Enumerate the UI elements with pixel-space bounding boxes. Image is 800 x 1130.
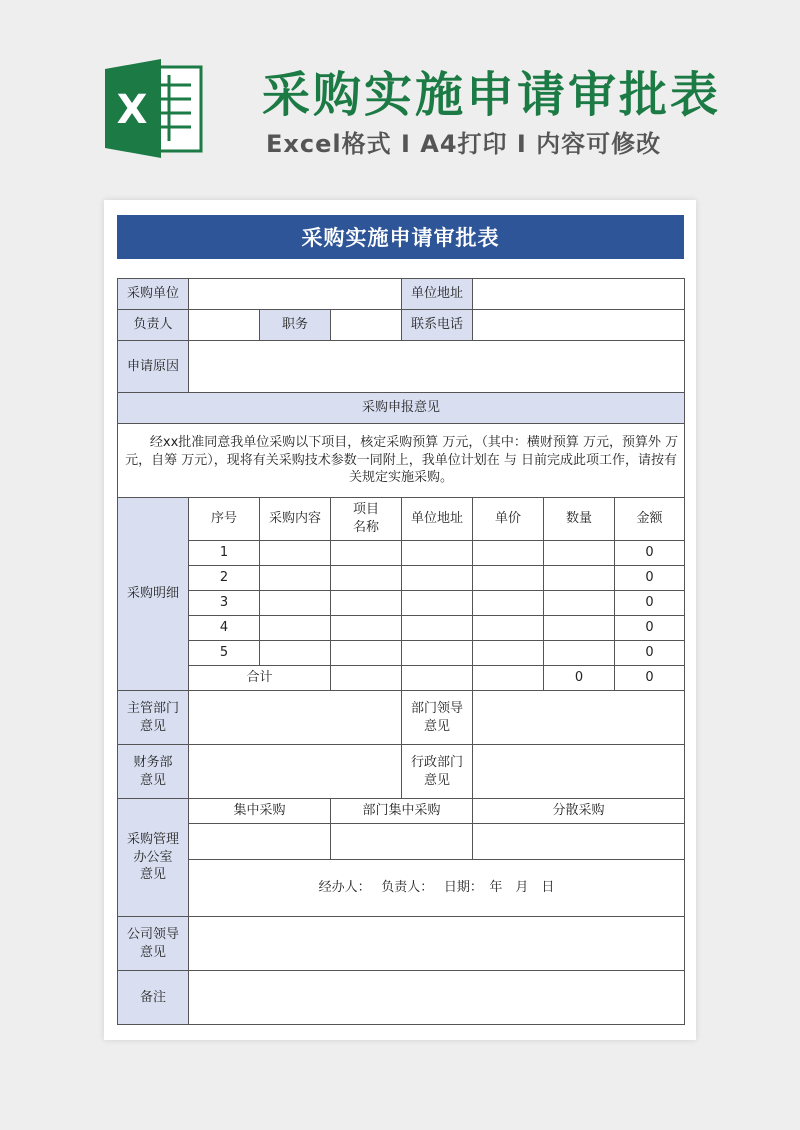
approval-form-table xyxy=(117,278,685,1025)
row-amount[interactable]: 0 xyxy=(615,566,685,591)
cell[interactable] xyxy=(260,566,331,591)
reason-field[interactable] xyxy=(189,341,685,393)
page-title: 采购实施申请审批表 xyxy=(262,67,722,123)
unit-address-field[interactable] xyxy=(473,279,685,310)
col-header-project: 项目 名称 xyxy=(331,498,402,541)
contact-phone-field[interactable] xyxy=(473,310,685,341)
reason-label: 申请原因 xyxy=(118,341,189,393)
row-person xyxy=(118,310,685,341)
company-leader-opinion-label: 公司领导 意见 xyxy=(118,917,189,971)
cell[interactable] xyxy=(544,541,615,566)
cell[interactable] xyxy=(473,666,544,691)
col-header-address: 单位地址 xyxy=(402,498,473,541)
decentral-purchase-field[interactable] xyxy=(473,824,685,860)
dept-central-purchase-label: 部门集中采购 xyxy=(331,799,473,824)
cell[interactable] xyxy=(402,641,473,666)
col-header-qty: 数量 xyxy=(544,498,615,541)
row-company-leader xyxy=(118,917,685,971)
row-amount[interactable]: 0 xyxy=(615,591,685,616)
cell[interactable] xyxy=(331,616,402,641)
cell[interactable] xyxy=(331,566,402,591)
admin-opinion-label: 行政部门 意见 xyxy=(402,745,473,799)
finance-opinion-field[interactable] xyxy=(189,745,402,799)
central-purchase-label: 集中采购 xyxy=(189,799,331,824)
logo-letter: X xyxy=(116,87,148,133)
admin-opinion-field[interactable] xyxy=(473,745,685,799)
contact-phone-label: 联系电话 xyxy=(402,310,473,341)
row-opinion-text xyxy=(118,424,685,498)
table-row xyxy=(118,616,685,641)
row-purchase-type-header xyxy=(118,799,685,824)
remarks-label: 备注 xyxy=(118,971,189,1025)
row-amount[interactable]: 0 xyxy=(615,641,685,666)
table-row xyxy=(118,591,685,616)
cell[interactable] xyxy=(473,591,544,616)
row-no: 3 xyxy=(189,591,260,616)
col-header-price: 单价 xyxy=(473,498,544,541)
row-signature xyxy=(118,860,685,917)
dept-head-opinion-label: 主管部门 意见 xyxy=(118,691,189,745)
cell[interactable] xyxy=(473,641,544,666)
detail-header-row xyxy=(118,498,685,541)
row-purchase-unit xyxy=(118,279,685,310)
cell[interactable] xyxy=(473,541,544,566)
opinion-section-header: 采购申报意见 xyxy=(118,393,685,424)
total-qty[interactable]: 0 xyxy=(544,666,615,691)
detail-label: 采购明细 xyxy=(118,498,189,691)
unit-address-label: 单位地址 xyxy=(402,279,473,310)
form-title-banner: 采购实施申请审批表 xyxy=(117,215,684,259)
cell[interactable] xyxy=(473,566,544,591)
cell[interactable] xyxy=(260,641,331,666)
dept-leader-opinion-field[interactable] xyxy=(473,691,685,745)
position-field[interactable] xyxy=(331,310,402,341)
purchase-unit-field[interactable] xyxy=(189,279,402,310)
cell[interactable] xyxy=(544,641,615,666)
col-header-content: 采购内容 xyxy=(260,498,331,541)
cell[interactable] xyxy=(260,541,331,566)
row-purchase-type-fields xyxy=(118,824,685,860)
purchase-unit-label: 采购单位 xyxy=(118,279,189,310)
cell[interactable] xyxy=(331,641,402,666)
excel-logo-icon xyxy=(103,57,205,160)
cell[interactable] xyxy=(402,591,473,616)
table-row xyxy=(118,566,685,591)
cell[interactable] xyxy=(544,591,615,616)
cell[interactable] xyxy=(473,616,544,641)
dept-central-purchase-field[interactable] xyxy=(331,824,473,860)
decentral-purchase-label: 分散采购 xyxy=(473,799,685,824)
table-row xyxy=(118,641,685,666)
cell[interactable] xyxy=(544,616,615,641)
cell[interactable] xyxy=(331,541,402,566)
total-row xyxy=(118,666,685,691)
cell[interactable] xyxy=(331,591,402,616)
row-amount[interactable]: 0 xyxy=(615,616,685,641)
table-row xyxy=(118,541,685,566)
page-subtitle: Excel格式 I A4打印 I 内容可修改 xyxy=(266,130,662,158)
signature-line[interactable]: 经办人： 负责人： 日期： 年 月 日 xyxy=(189,860,685,917)
total-label: 合计 xyxy=(189,666,331,691)
opinion-paragraph[interactable] xyxy=(118,424,685,498)
remarks-field[interactable] xyxy=(189,971,685,1025)
row-no: 5 xyxy=(189,641,260,666)
cell[interactable] xyxy=(402,616,473,641)
row-no: 1 xyxy=(189,541,260,566)
row-opinion-section xyxy=(118,393,685,424)
cell[interactable] xyxy=(402,541,473,566)
cell[interactable] xyxy=(331,666,402,691)
office-opinion-label: 采购管理 办公室 意见 xyxy=(118,799,189,917)
finance-opinion-label: 财务部 意见 xyxy=(118,745,189,799)
person-label: 负责人 xyxy=(118,310,189,341)
row-remarks xyxy=(118,971,685,1025)
central-purchase-field[interactable] xyxy=(189,824,331,860)
cell[interactable] xyxy=(260,591,331,616)
row-dept-opinion xyxy=(118,691,685,745)
cell[interactable] xyxy=(402,566,473,591)
dept-leader-opinion-label: 部门领导 意见 xyxy=(402,691,473,745)
row-no: 4 xyxy=(189,616,260,641)
row-amount[interactable]: 0 xyxy=(615,541,685,566)
row-finance-opinion xyxy=(118,745,685,799)
position-label: 职务 xyxy=(260,310,331,341)
cell[interactable] xyxy=(402,666,473,691)
cell[interactable] xyxy=(260,616,331,641)
total-amount[interactable]: 0 xyxy=(615,666,685,691)
col-header-no: 序号 xyxy=(189,498,260,541)
opinion-text: 经xx批准同意我单位采购以下项目，核定采购预算 万元，（其中：横财预算 万元，预算外 万元，自筹 万元），现将有关采购技术参数一同附上，我单位计划在 与 日前完成此项工作，请按有关规定实施采购。 xyxy=(125,435,679,486)
row-no: 2 xyxy=(189,566,260,591)
col-header-amount: 金额 xyxy=(615,498,685,541)
dept-head-opinion-field[interactable] xyxy=(189,691,402,745)
cell[interactable] xyxy=(544,566,615,591)
row-reason xyxy=(118,341,685,393)
company-leader-opinion-field[interactable] xyxy=(189,917,685,971)
person-field[interactable] xyxy=(189,310,260,341)
